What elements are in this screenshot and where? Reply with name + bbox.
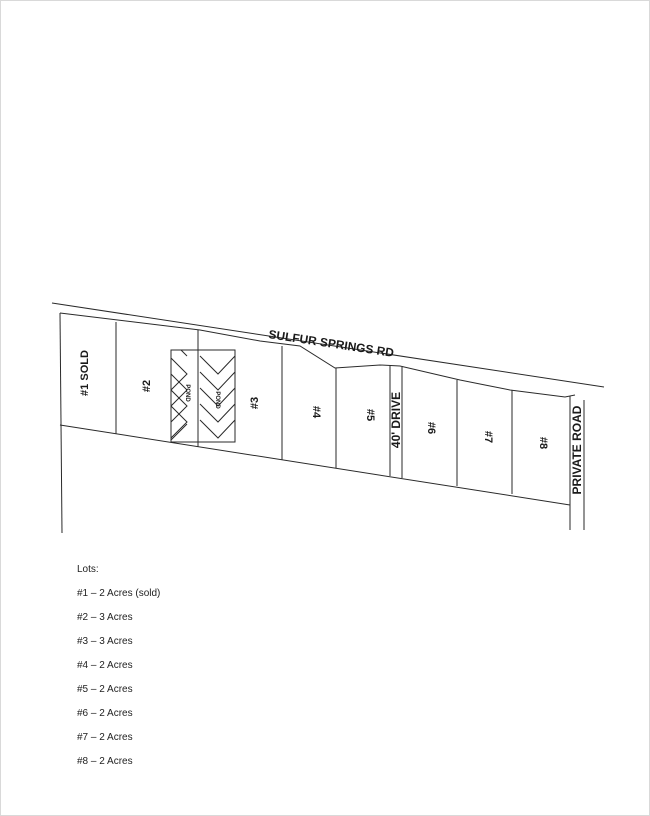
pond-label-2: POND xyxy=(214,391,220,409)
lot-label-3: #3 xyxy=(249,396,261,410)
legend-item: #2 – 3 Acres xyxy=(77,612,133,623)
legend-item: #7 – 2 Acres xyxy=(77,732,133,743)
lot-label-5: #5 xyxy=(364,408,376,422)
lot-label-7: #7 xyxy=(482,430,494,444)
legend-item: #8 – 2 Acres xyxy=(77,756,133,767)
lot-legend xyxy=(77,562,160,778)
lot-top-boundary xyxy=(60,313,575,397)
legend-item: #4 – 2 Acres xyxy=(77,660,133,671)
road-label: SULFUR SPRINGS RD xyxy=(267,327,395,360)
legend-title: Lots: xyxy=(77,564,99,575)
pond-hatch xyxy=(171,350,235,440)
lot-label-8: #8 xyxy=(537,436,549,450)
private-road-label: PRIVATE ROAD xyxy=(570,405,584,495)
pond-label-1: POND xyxy=(184,384,190,402)
lot-label-6: #6 xyxy=(425,421,437,435)
legend-item: #5 – 2 Acres xyxy=(77,684,133,695)
legend-item: #6 – 2 Acres xyxy=(77,708,133,719)
legend-item: #1 – 2 Acres (sold) xyxy=(77,588,161,599)
legend-item: #3 – 3 Acres xyxy=(77,636,133,647)
lot-1-west-line xyxy=(60,313,62,533)
drive-label: 40' DRIVE xyxy=(389,391,403,449)
lot-label-4: #4 xyxy=(310,405,322,419)
lot-label-2: #2 xyxy=(141,379,153,393)
lot-label-1: #1 SOLD xyxy=(79,350,91,396)
